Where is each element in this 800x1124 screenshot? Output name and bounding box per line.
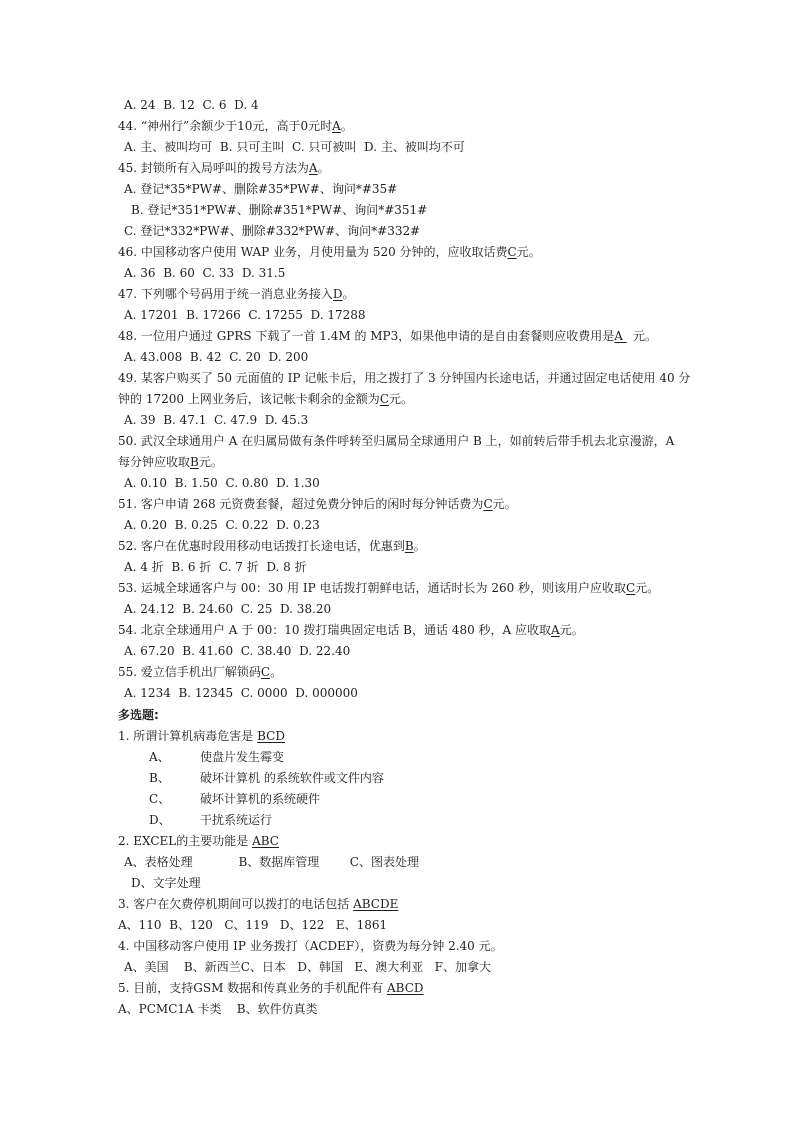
mc1-option-c-text: 破坏计算机的系统硬件 [200,792,321,806]
mc2-question: 2. EXCEL的主要功能是 ABC [118,834,279,848]
mc5-options: A、PCMC1A 卡类 B、软件仿真类 [118,1002,318,1016]
mc4-question: 4. 中国移动客户使用 IP 业务拨打（ACDEF），资费为每分钟 2.40 元。 [118,939,503,953]
q46-options: A. 36 B. 60 C. 33 D. 31.5 [124,266,286,280]
q49-options: A. 39 B. 47.1 C. 47.9 D. 45.3 [124,413,309,427]
q51-options: A. 0.20 B. 0.25 C. 0.22 D. 0.23 [124,518,320,532]
mc1-option-b-label: B、 [149,771,170,785]
q55-options: A. 1234 B. 12345 C. 0000 D. 000000 [124,686,358,700]
q49-answer: C [379,392,389,406]
q45-option-a: A. 登记*35*PW#、删除#35*PW#、询问*#35# [124,182,398,196]
q48-options: A. 43.008 B. 42 C. 20 D. 200 [124,350,309,364]
mc1-option-b-text: 破坏计算机 的系统软件或文件内容 [200,771,384,785]
q54-question: 54. 北京全球通用户 A 于 00：10 拨打瑞典固定电话 B，通话 480 秒，A 应收取A元。 [118,623,584,637]
q50-question-line2: 每分钟应收取B元。 [118,455,223,469]
q51-question: 51. 客户申请 268 元资费套餐，超过免费分钟后的闲时每分钟话费为C元。 [118,497,517,511]
q52-options: A. 4 折 B. 6 折 C. 7 折 D. 8 折 [124,560,307,574]
q43-options: A. 24 B. 12 C. 6 D. 4 [124,98,259,112]
q54-answer: A [551,623,560,637]
section-heading-multiple-choice: 多选题: [118,708,159,722]
q50-question-line1: 50. 武汉全球通用户 A 在归属局做有条件呼转至归属局全球通用户 B 上，如前转后带手机去北京漫游，A [118,434,675,448]
q45-option-b: B. 登记*351*PW#、删除#351*PW#、询问*#351# [131,203,428,217]
mc1-answer: BCD [257,729,285,743]
q52-question: 52. 客户在优惠时段用移动电话拨打长途电话，优惠到B。 [118,539,426,553]
q45-answer: A [308,161,318,175]
mc5-question: 5. 目前，支持GSM 数据和传真业务的手机配件有 ABCD [118,981,424,995]
mc1-question: 1. 所谓计算机病毒危害是 BCD [118,729,285,743]
mc2-options-line2: D、文字处理 [131,876,201,890]
q44-question: 44. “神州行”余额少于10元，高于0元时A。 [118,119,353,133]
q45-option-c: C. 登记*332*PW#、删除#332*PW#、询问*#332# [124,224,421,238]
mc2-options-line1: A、表格处理 B、数据库管理 C、图表处理 [124,855,419,869]
q47-question: 47. 下列哪个号码用于统一消息业务接入D。 [118,287,355,301]
q48-question: 48. 一位用户通过 GPRS 下载了一首 1.4M 的 MP3，如果他申请的是自由套餐则应收费用是A 元。 [118,329,657,343]
q52-answer: B [404,539,414,553]
q48-answer: A [614,329,623,343]
q50-options: A. 0.10 B. 1.50 C. 0.80 D. 1.30 [124,476,320,490]
q46-answer: C [507,245,517,259]
q44-answer: A [332,119,341,133]
q47-answer: D [332,287,343,301]
mc2-answer: ABC [252,834,279,848]
mc1-option-d-text: 干扰系统运行 [200,813,273,827]
mc5-answer: ABCD [387,981,424,995]
mc1-option-a-text: 使盘片发生霉变 [200,750,285,764]
q53-answer: C [626,581,636,595]
q49-question-line1: 49. 某客户购买了 50 元面值的 IP 记帐卡后，用之拨打了 3 分钟国内长途电话，并通过固定电话使用 40 分 [118,371,691,385]
q54-options: A. 67.20 B. 41.60 C. 38.40 D. 22.40 [124,644,351,658]
q44-options: A. 主、被叫均可 B. 只可主叫 C. 只可被叫 D. 主、被叫均不可 [124,140,465,154]
q49-question-line2: 钟的 17200 上网业务后，该记帐卡剩余的金额为C元。 [118,392,414,406]
mc3-options: A、110 B、120 C、119 D、122 E、1861 [118,918,388,932]
mc3-answer: ABCDE [353,897,399,911]
q53-options: A. 24.12 B. 24.60 C. 25 D. 38.20 [124,602,332,616]
q46-question: 46. 中国移动客户使用 WAP 业务，月使用量为 520 分钟的，应收取话费C元。 [118,245,541,259]
mc1-option-d-label: D、 [149,813,171,827]
q55-question: 55. 爱立信手机出厂解锁码C。 [118,665,283,679]
q55-answer: C [260,665,271,679]
q50-answer: B [190,455,199,469]
q53-question: 53. 运城全球通客户与 00：30 用 IP 电话拨打朝鲜电话，通话时长为 260 秒，则该用户应收取C元。 [118,581,660,595]
q45-question: 45. 封锁所有入局呼叫的拨号方法为A。 [118,161,330,175]
q51-answer: C [483,497,493,511]
q47-options: A. 17201 B. 17266 C. 17255 D. 17288 [124,308,366,322]
mc1-option-c-label: C、 [149,792,171,806]
mc3-question: 3. 客户在欠费停机期间可以拨打的电话包括 ABCDE [118,897,399,911]
mc4-options: A、美国 B、新西兰C、日本 D、韩国 E、澳大利亚 F、加拿大 [124,960,491,974]
mc1-option-a-label: A、 [149,750,170,764]
